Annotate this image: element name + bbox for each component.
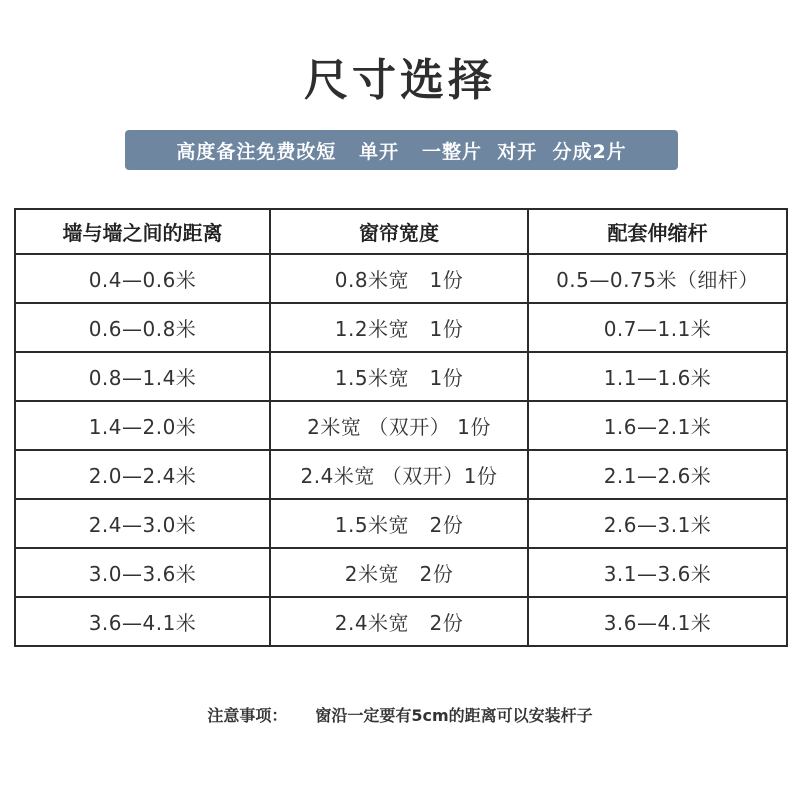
notice bbox=[0, 703, 800, 726]
cell-rod: 2.1—2.6米 bbox=[528, 450, 787, 499]
cell-wall-distance: 2.0—2.4米 bbox=[15, 450, 270, 499]
table-header-row bbox=[15, 209, 787, 254]
notice-label: 注意事项： bbox=[207, 706, 288, 725]
table-row bbox=[15, 597, 787, 646]
header-wall-distance: 墙与墙之间的距离 bbox=[15, 209, 270, 254]
cell-rod: 0.5—0.75米（细杆） bbox=[528, 254, 787, 303]
page-title: 尺寸选择 bbox=[304, 55, 496, 106]
cell-wall-distance: 0.8—1.4米 bbox=[15, 352, 270, 401]
size-table bbox=[14, 208, 788, 647]
cell-wall-distance: 2.4—3.0米 bbox=[15, 499, 270, 548]
cell-curtain-width: 2米宽 （双开） 1份 bbox=[270, 401, 528, 450]
cell-curtain-width: 2米宽 2份 bbox=[270, 548, 528, 597]
table-row bbox=[15, 450, 787, 499]
cell-rod: 0.7—1.1米 bbox=[528, 303, 787, 352]
cell-curtain-width: 2.4米宽 2份 bbox=[270, 597, 528, 646]
table-row bbox=[15, 254, 787, 303]
cell-curtain-width: 0.8米宽 1份 bbox=[270, 254, 528, 303]
cell-wall-distance: 0.4—0.6米 bbox=[15, 254, 270, 303]
table-row bbox=[15, 548, 787, 597]
table-row bbox=[15, 303, 787, 352]
notice-text: 窗沿一定要有5cm的距离可以安装杆子 bbox=[315, 706, 593, 725]
info-banner: 高度备注免费改短 单开 一整片 对开 分成2片 bbox=[125, 130, 678, 170]
cell-wall-distance: 3.0—3.6米 bbox=[15, 548, 270, 597]
cell-rod: 3.1—3.6米 bbox=[528, 548, 787, 597]
cell-rod: 1.6—2.1米 bbox=[528, 401, 787, 450]
header-rod: 配套伸缩杆 bbox=[528, 209, 787, 254]
cell-rod: 1.1—1.6米 bbox=[528, 352, 787, 401]
cell-rod: 2.6—3.1米 bbox=[528, 499, 787, 548]
cell-wall-distance: 1.4—2.0米 bbox=[15, 401, 270, 450]
cell-curtain-width: 2.4米宽 （双开）1份 bbox=[270, 450, 528, 499]
header-curtain-width: 窗帘宽度 bbox=[270, 209, 528, 254]
table-row bbox=[15, 352, 787, 401]
cell-curtain-width: 1.5米宽 1份 bbox=[270, 352, 528, 401]
cell-wall-distance: 0.6—0.8米 bbox=[15, 303, 270, 352]
cell-curtain-width: 1.2米宽 1份 bbox=[270, 303, 528, 352]
table-row bbox=[15, 499, 787, 548]
cell-curtain-width: 1.5米宽 2份 bbox=[270, 499, 528, 548]
table-row bbox=[15, 401, 787, 450]
cell-rod: 3.6—4.1米 bbox=[528, 597, 787, 646]
cell-wall-distance: 3.6—4.1米 bbox=[15, 597, 270, 646]
